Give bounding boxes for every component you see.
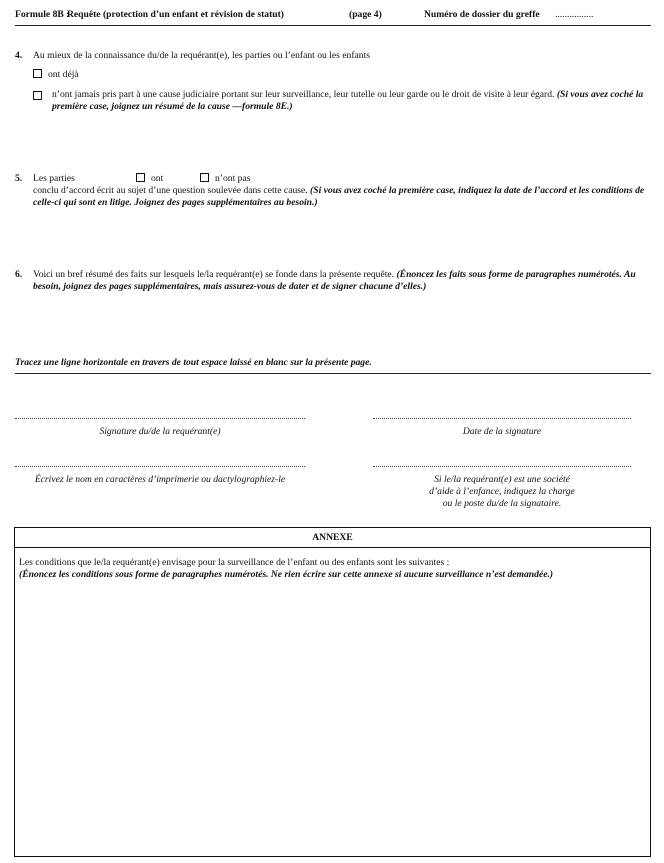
section-4-intro: Au mieux de la connaissance du/de la requérant(e), les parties ou l’enfant ou les enfants [33, 50, 370, 61]
section-4-number: 4. [15, 50, 23, 61]
signature-line[interactable] [15, 418, 305, 421]
checkbox-ont-deja[interactable] [33, 69, 42, 78]
form-label: Formule 8B : [15, 9, 70, 20]
section-5-text [33, 185, 653, 209]
signature-label: Signature du/de la requérant(e) [99, 426, 221, 437]
opt-ont-label: ont [151, 173, 164, 184]
parties-label: Les parties [33, 173, 75, 184]
opt-nont-pas-label: n’ont pas [215, 173, 251, 184]
page-number: (page 4) [349, 9, 382, 20]
section-5-number: 5. [15, 173, 23, 184]
section-6-note: (Énoncez les faits sous forme de paragraphes numérotés. Au besoin, joignez des pages supplémentaires, mais assurez-vous de dater et de signer chacune d’elles.) [33, 269, 636, 292]
section-4-option-2 [33, 89, 653, 113]
section-6-text [33, 269, 653, 293]
checkbox-nont-pas[interactable] [200, 173, 209, 182]
position-line[interactable] [373, 466, 631, 469]
annex-text: Les conditions que le/la requérant(e) envisage pour la surveillance de l’enfant ou des enfants sont les suivantes : [19, 556, 450, 568]
date-line[interactable] [373, 418, 631, 421]
name-line[interactable] [15, 466, 305, 469]
checkbox-nont-jamais[interactable] [33, 91, 42, 100]
society-line-3: ou le poste du/de la signataire. [442, 497, 562, 509]
section-6-main: Voici un bref résumé des faits sur lesquels le/la requérant(e) se fonde dans la présente requête. [33, 269, 395, 280]
instruction-text: Tracez une ligne horizontale en travers de tout espace laissé en blanc sur la présente page. [15, 357, 372, 368]
option-2-note: (Si vous avez coché la première case, joignez un résumé de la cause —formule 8E.) [52, 89, 644, 112]
header-rule [15, 25, 651, 26]
name-label: Écrivez le nom en caractères d’imprimerie ou dactylographiez-le [34, 474, 286, 485]
annex-title: ANNEXE [312, 532, 353, 543]
date-label: Date de la signature [462, 426, 542, 437]
annex-box[interactable] [14, 527, 651, 857]
form-header [15, 9, 655, 23]
file-number-label: Numéro de dossier du greffe [424, 9, 540, 20]
option-1-label: ont déjà [48, 69, 79, 80]
section-4-option-1 [33, 69, 653, 81]
section-5-line2: conclu d’accord écrit au sujet d’une question soulevée dans cette cause. [33, 185, 308, 196]
form-title: Requête (protection d’un enfant et révision de statut) [67, 9, 284, 20]
option-2-label: n’ont jamais pris part à une cause judiciaire portant sur leur surveillance, leur tutelle ou leur garde ou le droit de visite à leur égard. [52, 89, 555, 100]
section-5-note: (Si vous avez coché la première case, indiquez la date de l’accord et les conditions de celle-ci qui sont en litige. Joignez des pages supplémentaires au besoin.) [33, 185, 645, 208]
instruction-rule [15, 373, 651, 374]
annex-note: (Énoncez les conditions sous forme de paragraphes numérotés. Ne rien écrire sur cette annexe si aucune surveillance n’est demandée.) [19, 568, 554, 580]
society-line-2: d’aide à l’enfance, indiquez la charge [429, 485, 575, 497]
society-note [373, 474, 631, 510]
section-6-number: 6. [15, 269, 23, 280]
file-number-field[interactable]: ................ [555, 9, 594, 20]
checkbox-ont[interactable] [136, 173, 145, 182]
society-line-1: Si le/la requérant(e) est une société [434, 474, 570, 485]
annex-body [15, 548, 650, 581]
section-5-parties-row [33, 173, 653, 185]
